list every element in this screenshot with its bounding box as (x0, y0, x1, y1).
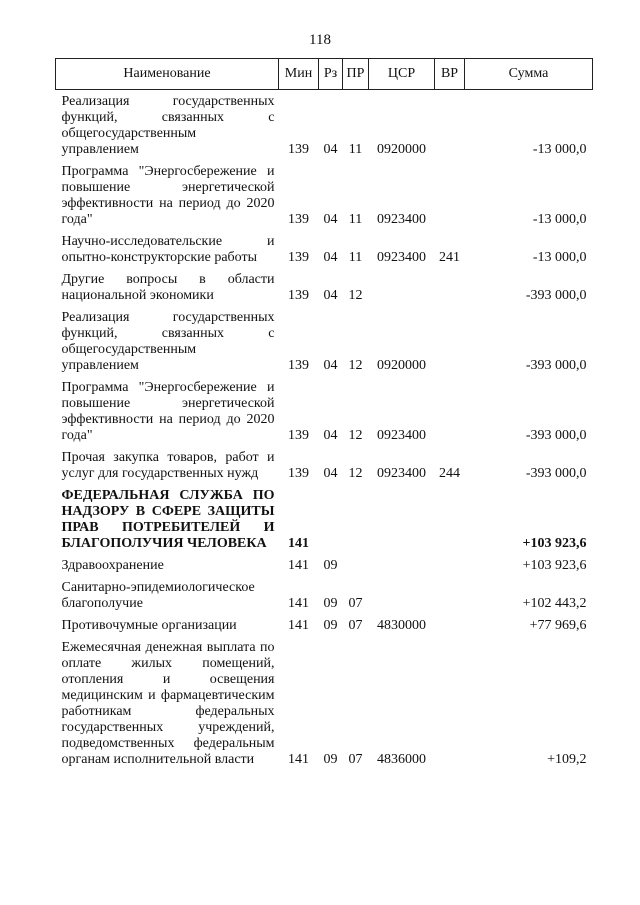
row-pr: 07 (348, 752, 363, 767)
row-min: 139 (288, 358, 309, 373)
row-pr: 07 (348, 596, 363, 611)
row-pr: 07 (348, 618, 363, 633)
row-sum: +102 443,2 (522, 596, 587, 611)
row-rz: 04 (323, 466, 338, 481)
table-row (56, 268, 593, 306)
row-pr: 12 (348, 466, 363, 481)
row-rz (319, 484, 343, 554)
row-csr: 0923400 (377, 212, 426, 227)
row-name: Прочая закупка товаров, работ и услуг для государственных нужд (61, 450, 275, 481)
row-sum: -13 000,0 (532, 142, 587, 157)
row-rz: 09 (323, 752, 338, 767)
row-csr: 0920000 (377, 142, 426, 157)
header-pr: ПР (343, 59, 369, 90)
table-row (56, 446, 593, 484)
row-sum: -393 000,0 (525, 466, 587, 481)
row-sum: +77 969,6 (529, 618, 587, 633)
row-pr (343, 484, 369, 554)
row-pr: 12 (348, 428, 363, 443)
row-min: 141 (288, 618, 309, 633)
row-rz: 04 (323, 428, 338, 443)
row-vr (435, 636, 465, 770)
row-csr: 0923400 (377, 250, 426, 265)
row-csr (369, 268, 435, 306)
row-min: 139 (288, 466, 309, 481)
row-min: 141 (288, 536, 309, 551)
row-sum: -393 000,0 (525, 288, 587, 303)
row-name: Ежемесячная денежная выплата по оплате жилых помещений, отопления и освещения медицинским и фармацевтическим работникам федеральных государственных учреждений, подведомственных федеральным органам исполнительной власти (61, 640, 275, 767)
row-csr: 4836000 (377, 752, 426, 767)
row-rz: 04 (323, 250, 338, 265)
table-row (56, 306, 593, 376)
row-vr (435, 268, 465, 306)
row-min: 139 (288, 288, 309, 303)
row-csr (369, 484, 435, 554)
row-name: Здравоохранение (61, 558, 164, 573)
row-pr: 11 (348, 212, 363, 227)
row-name: Санитарно-эпидемиологическое благополучие (61, 580, 255, 611)
row-pr: 11 (348, 250, 363, 265)
row-pr: 12 (348, 288, 363, 303)
row-min: 139 (288, 212, 309, 227)
row-csr: 0920000 (377, 358, 426, 373)
row-rz: 04 (323, 288, 338, 303)
row-vr (435, 576, 465, 614)
row-name: Другие вопросы в области национальной экономики (61, 272, 275, 303)
row-name: Программа "Энергосбережение и повышение энергетической эффективности на период до 2020 года" (61, 164, 275, 227)
row-min: 141 (288, 558, 309, 573)
row-min: 139 (288, 250, 309, 265)
row-pr (343, 554, 369, 576)
row-vr (435, 554, 465, 576)
row-vr: 244 (439, 466, 460, 481)
table-row (56, 230, 593, 268)
row-min: 141 (288, 596, 309, 611)
row-sum: -393 000,0 (525, 428, 587, 443)
row-sum: -393 000,0 (525, 358, 587, 373)
row-vr (435, 90, 465, 161)
row-sum: -13 000,0 (532, 212, 587, 227)
row-csr: 0923400 (377, 466, 426, 481)
row-name: Научно-исследовательские и опытно-конструкторские работы (61, 234, 275, 265)
row-csr (369, 554, 435, 576)
header-csr: ЦСР (369, 59, 435, 90)
row-rz: 04 (323, 212, 338, 227)
row-vr (435, 376, 465, 446)
row-name: Реализация государственных функций, связанных с общегосударственным управлением (61, 310, 275, 373)
row-csr: 4830000 (377, 618, 426, 633)
row-vr (435, 306, 465, 376)
table-row (56, 576, 593, 614)
row-sum: +109,2 (547, 752, 587, 767)
table-header (56, 59, 593, 90)
table-row (56, 636, 593, 770)
table-row (56, 376, 593, 446)
row-min: 139 (288, 428, 309, 443)
row-min: 141 (288, 752, 309, 767)
row-name: Реализация государственных функций, связанных с общегосударственным управлением (61, 94, 275, 157)
row-vr (435, 160, 465, 230)
header-vr: ВР (435, 59, 465, 90)
row-csr (369, 576, 435, 614)
row-rz: 09 (323, 596, 338, 611)
header-name: Наименование (56, 59, 279, 90)
row-pr: 11 (348, 142, 363, 157)
row-rz: 04 (323, 358, 338, 373)
row-name: Программа "Энергосбережение и повышение энергетической эффективности на период до 2020 года" (61, 380, 275, 443)
row-rz: 04 (323, 142, 338, 157)
table-row (56, 160, 593, 230)
row-min: 139 (288, 142, 309, 157)
row-rz: 09 (323, 618, 338, 633)
row-vr: 241 (439, 250, 460, 265)
header-sum: Сумма (465, 59, 593, 90)
row-name: ФЕДЕРАЛЬНАЯ СЛУЖБА ПО НАДЗОРУ В СФЕРЕ ЗАЩИТЫ ПРАВ ПОТРЕБИТЕЛЕЙ И БЛАГОПОЛУЧИЯ ЧЕЛОВЕКА (61, 488, 275, 551)
row-pr: 12 (348, 358, 363, 373)
row-vr (435, 614, 465, 636)
row-name: Противочумные организации (61, 618, 237, 633)
row-vr (435, 484, 465, 554)
table-row (56, 614, 593, 636)
header-rz: Рз (319, 59, 343, 90)
header-min: Мин (279, 59, 319, 90)
row-sum: +103 923,6 (522, 558, 587, 573)
table-row (56, 90, 593, 161)
table-row (56, 554, 593, 576)
row-sum: +103 923,6 (522, 536, 587, 551)
row-csr: 0923400 (377, 428, 426, 443)
table-body (56, 90, 593, 771)
row-rz: 09 (323, 558, 338, 573)
table-row (56, 484, 593, 554)
page-number: 118 (309, 32, 331, 48)
budget-table (55, 58, 593, 770)
row-sum: -13 000,0 (532, 250, 587, 265)
